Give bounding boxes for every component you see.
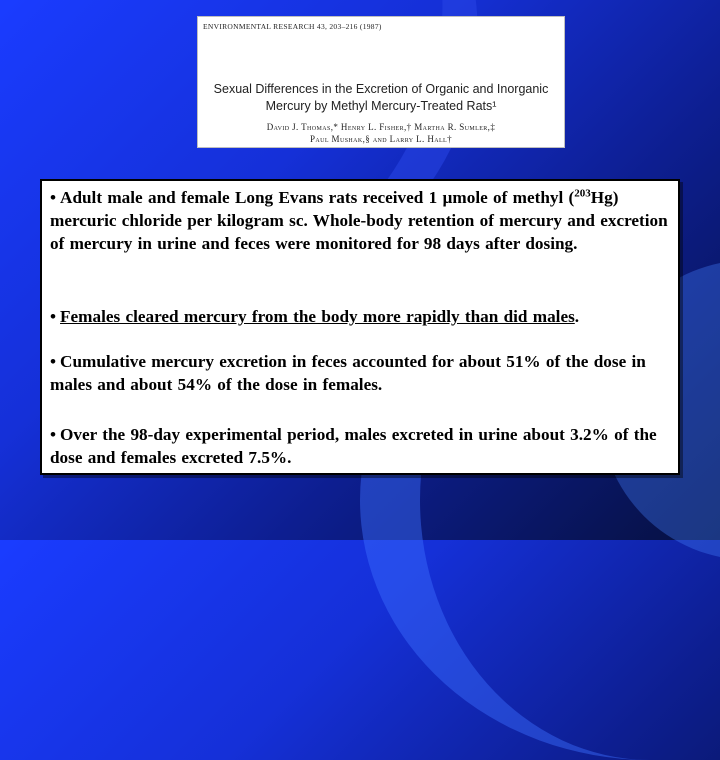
paper-title xyxy=(198,81,564,115)
journal-citation: ENVIRONMENTAL RESEARCH 43, 203–216 (1987) xyxy=(203,22,382,31)
bullet-marker: • xyxy=(50,188,57,207)
bullet-text-underlined: Females cleared mercury from the body more rapidly than did males xyxy=(60,307,575,326)
paper-authors xyxy=(198,121,564,145)
paper-title-line: Mercury by Methyl Mercury-Treated Rats¹ xyxy=(265,99,497,113)
bullet-text: Over the 98-day experimental period, males excreted in urine about 3.2% of the dose and females excreted 7.5%. xyxy=(50,425,657,467)
isotope-superscript: 203 xyxy=(574,187,591,200)
bullet-point xyxy=(50,305,672,328)
summary-text-box xyxy=(40,179,680,475)
paper-title-line: Sexual Differences in the Excretion of Organic and Inorganic xyxy=(213,82,549,96)
authors-line: David J. Thomas,* Henry L. Fisher,† Martha R. Sumler,‡ xyxy=(266,122,496,132)
bullet-marker: • xyxy=(50,425,57,444)
bullet-text: Adult male and female Long Evans rats received 1 µmole of methyl ( xyxy=(60,188,575,207)
bullet-point xyxy=(50,423,672,469)
bullet-text: Hg) mercuric chloride per kilogram sc. Whole-body retention of mercury and excretion of mercury in urine and feces were monitored for 98 days after dosing. xyxy=(50,188,668,253)
bullet-marker: • xyxy=(50,352,57,371)
bullet-point xyxy=(50,350,672,396)
bullet-marker: • xyxy=(50,307,57,326)
bullet-text-end: . xyxy=(574,307,580,326)
authors-line: Paul Mushak,§ and Larry L. Hall† xyxy=(309,134,453,144)
bullet-point xyxy=(50,186,672,255)
bullet-text: Cumulative mercury excretion in feces accounted for about 51% of the dose in males and about 54% of the dose in females. xyxy=(50,352,646,394)
paper-header-image xyxy=(197,16,565,148)
